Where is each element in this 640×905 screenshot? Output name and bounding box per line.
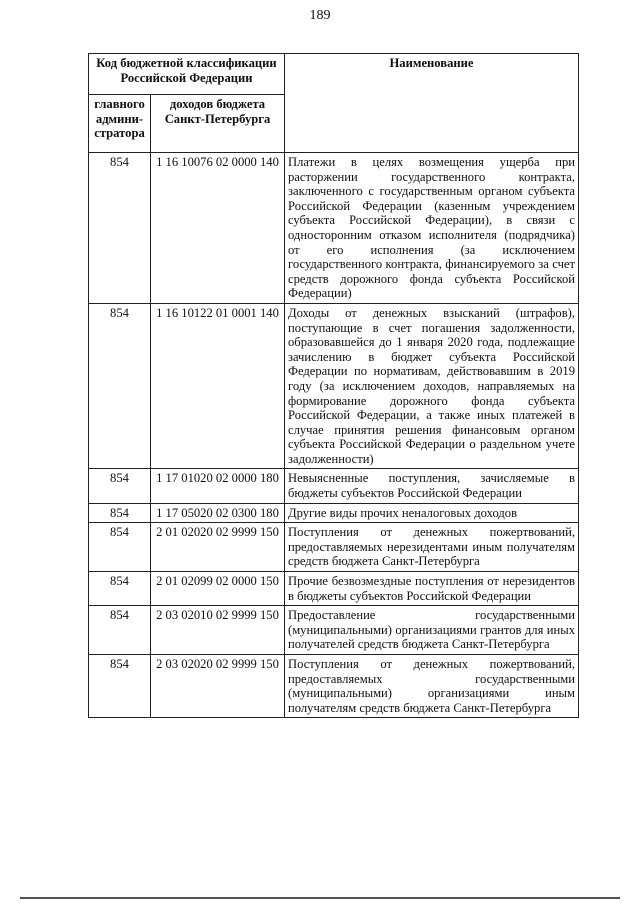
income-code-cell: 1 16 10076 02 0000 140 <box>151 153 285 304</box>
income-name-cell: Поступления от денежных пожертвований, предоставляемых нерезидентами иным получателям средств бюджета Санкт-Петербурга <box>285 523 579 572</box>
header-budget-income: доходов бюджета Санкт-Петербурга <box>151 95 285 153</box>
table-row <box>89 503 579 523</box>
income-name-cell: Невыясненные поступления, зачисляемые в бюджеты субъектов Российской Федерации <box>285 469 579 503</box>
income-code-cell: 1 17 01020 02 0000 180 <box>151 469 285 503</box>
income-name-cell: Доходы от денежных взысканий (штрафов), поступающие в счет погашения задолженности, образовавшейся до 1 января 2020 года, подлежащие зачислению в бюджет субъекта Российской Федерации по нормативам, действовавшим в 2019 году (за исключением доходов, направляемых на формирование дорожного фонда субъекта Российской Федерации, а также иных платежей в случае принятия решения финансовым органом субъекта Российской Федерации о раздельном учете задолженности) <box>285 303 579 469</box>
income-code-cell: 2 03 02010 02 9999 150 <box>151 606 285 655</box>
income-code-cell: 1 16 10122 01 0001 140 <box>151 303 285 469</box>
income-code-cell: 2 01 02099 02 0000 150 <box>151 572 285 606</box>
admin-code-cell: 854 <box>89 572 151 606</box>
admin-code-cell: 854 <box>89 469 151 503</box>
admin-code-cell: 854 <box>89 523 151 572</box>
income-name-cell: Платежи в целях возмещения ущерба при расторжении государственного контракта, заключенного с государственным органом субъекта Российской Федерации (казенным учреждением субъекта Российской Федерации), в связи с односторонним отказом исполнителя (подрядчика) от его исполнения (за исключением государственного контракта, финансируемого за счет средств дорожного фонда субъекта Российской Федерации) <box>285 153 579 304</box>
header-classification-code: Код бюджетной классификации Российской Федерации <box>89 54 285 95</box>
table-row <box>89 655 579 718</box>
budget-classification-table <box>88 53 579 718</box>
table-row <box>89 469 579 503</box>
table-row <box>89 153 579 304</box>
header-name: Наименование <box>285 54 579 153</box>
admin-code-cell: 854 <box>89 655 151 718</box>
income-name-cell: Предоставление государственными (муниципальными) организациями грантов для иных получателей средств бюджета Санкт-Петербурга <box>285 606 579 655</box>
table-row <box>89 523 579 572</box>
page-number: 189 <box>309 8 331 23</box>
header-main-administrator: главного админи-стратора <box>89 95 151 153</box>
scan-edge-line <box>20 897 620 899</box>
income-name-cell: Поступления от денежных пожертвований, предоставляемых государственными (муниципальными) организациями иным получателям средств бюджета Санкт-Петербурга <box>285 655 579 718</box>
table-row <box>89 572 579 606</box>
table-row <box>89 303 579 469</box>
income-code-cell: 1 17 05020 02 0300 180 <box>151 503 285 523</box>
admin-code-cell: 854 <box>89 606 151 655</box>
admin-code-cell: 854 <box>89 153 151 304</box>
table-row <box>89 606 579 655</box>
admin-code-cell: 854 <box>89 503 151 523</box>
income-name-cell: Прочие безвозмездные поступления от нерезидентов в бюджеты субъектов Российской Федерации <box>285 572 579 606</box>
income-code-cell: 2 01 02020 02 9999 150 <box>151 523 285 572</box>
income-name-cell: Другие виды прочих неналоговых доходов <box>285 503 579 523</box>
admin-code-cell: 854 <box>89 303 151 469</box>
income-code-cell: 2 03 02020 02 9999 150 <box>151 655 285 718</box>
